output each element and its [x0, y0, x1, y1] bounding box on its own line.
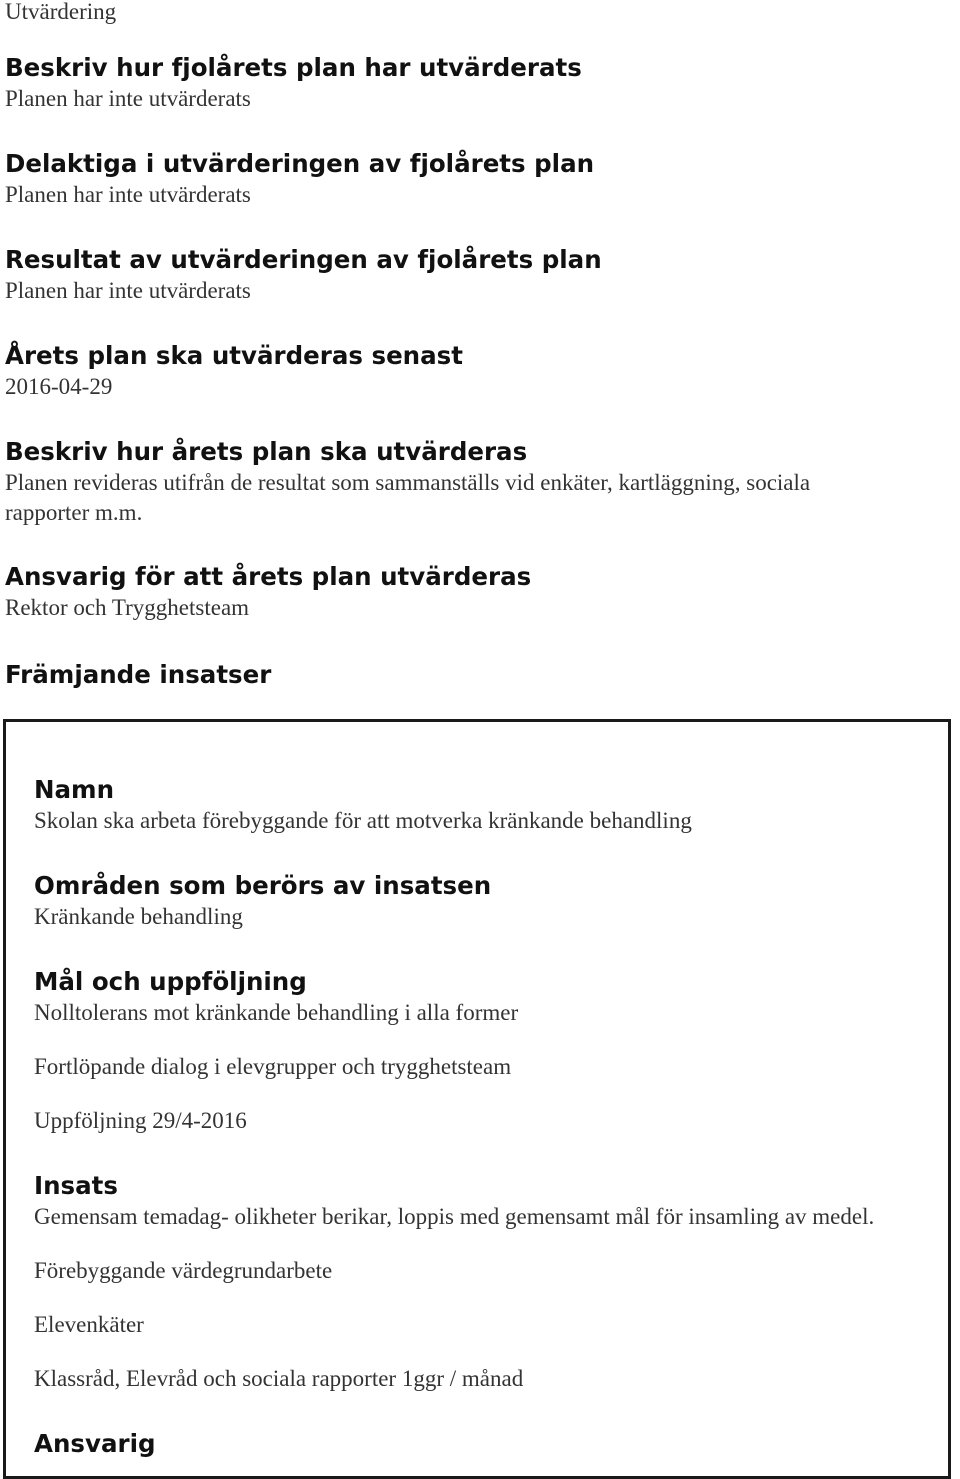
responsible-heading: Ansvarig — [34, 1429, 156, 1458]
section-text: Planen revideras utifrån de resultat som sammanställs vid enkäter, kartläggning, sociala rapporter m.m. — [5, 470, 811, 525]
effort-paragraph: Förebyggande värdegrundarbete — [34, 1258, 333, 1283]
goals-paragraph: Fortlöpande dialog i elevgrupper och trygghetsteam — [34, 1054, 512, 1079]
section-responsible — [5, 561, 905, 623]
section-participants — [5, 148, 905, 210]
section-deadline — [5, 340, 905, 402]
section-method — [5, 436, 905, 528]
areas-text: Kränkande behandling — [34, 904, 243, 929]
measure-box — [3, 719, 951, 1479]
section-text: Planen har inte utvärderats — [5, 278, 251, 303]
name-heading: Namn — [34, 775, 115, 804]
section-heading: Resultat av utvärderingen av fjolårets plan — [5, 245, 602, 274]
section-text: Planen har inte utvärderats — [5, 86, 251, 111]
measure-content — [34, 774, 944, 1460]
effort-paragraph: Gemensam temadag- olikheter berikar, loppis med gemensamt mål för insamling av medel. — [34, 1204, 875, 1229]
section-heading: Beskriv hur årets plan ska utvärderas — [5, 437, 528, 466]
page-label: Utvärdering — [5, 0, 117, 24]
effort-heading: Insats — [34, 1171, 118, 1200]
evaluation-section — [5, 52, 905, 623]
section-heading: Beskriv hur fjolårets plan har utvärderats — [5, 53, 582, 82]
section-results — [5, 244, 905, 306]
promotive-measures-heading: Främjande insatser — [5, 660, 272, 689]
goals-paragraph: Uppföljning 29/4-2016 — [34, 1108, 247, 1133]
effort-paragraph: Elevenkäter — [34, 1312, 144, 1337]
goals-paragraph: Nolltolerans mot kränkande behandling i alla former — [34, 1000, 519, 1025]
name-text: Skolan ska arbeta förebyggande för att motverka kränkande behandling — [34, 808, 692, 833]
goals-heading: Mål och uppföljning — [34, 967, 307, 996]
section-text: Planen har inte utvärderats — [5, 182, 251, 207]
section-heading: Årets plan ska utvärderas senast — [5, 341, 463, 370]
section-evaluate-last-year — [5, 52, 905, 114]
areas-heading: Områden som berörs av insatsen — [34, 871, 492, 900]
section-text: 2016-04-29 — [5, 374, 113, 399]
effort-paragraph: Klassråd, Elevråd och sociala rapporter 1ggr / månad — [34, 1366, 524, 1391]
section-text: Rektor och Trygghetsteam — [5, 595, 250, 620]
section-heading: Delaktiga i utvärderingen av fjolårets plan — [5, 149, 595, 178]
section-heading: Ansvarig för att årets plan utvärderas — [5, 562, 532, 591]
